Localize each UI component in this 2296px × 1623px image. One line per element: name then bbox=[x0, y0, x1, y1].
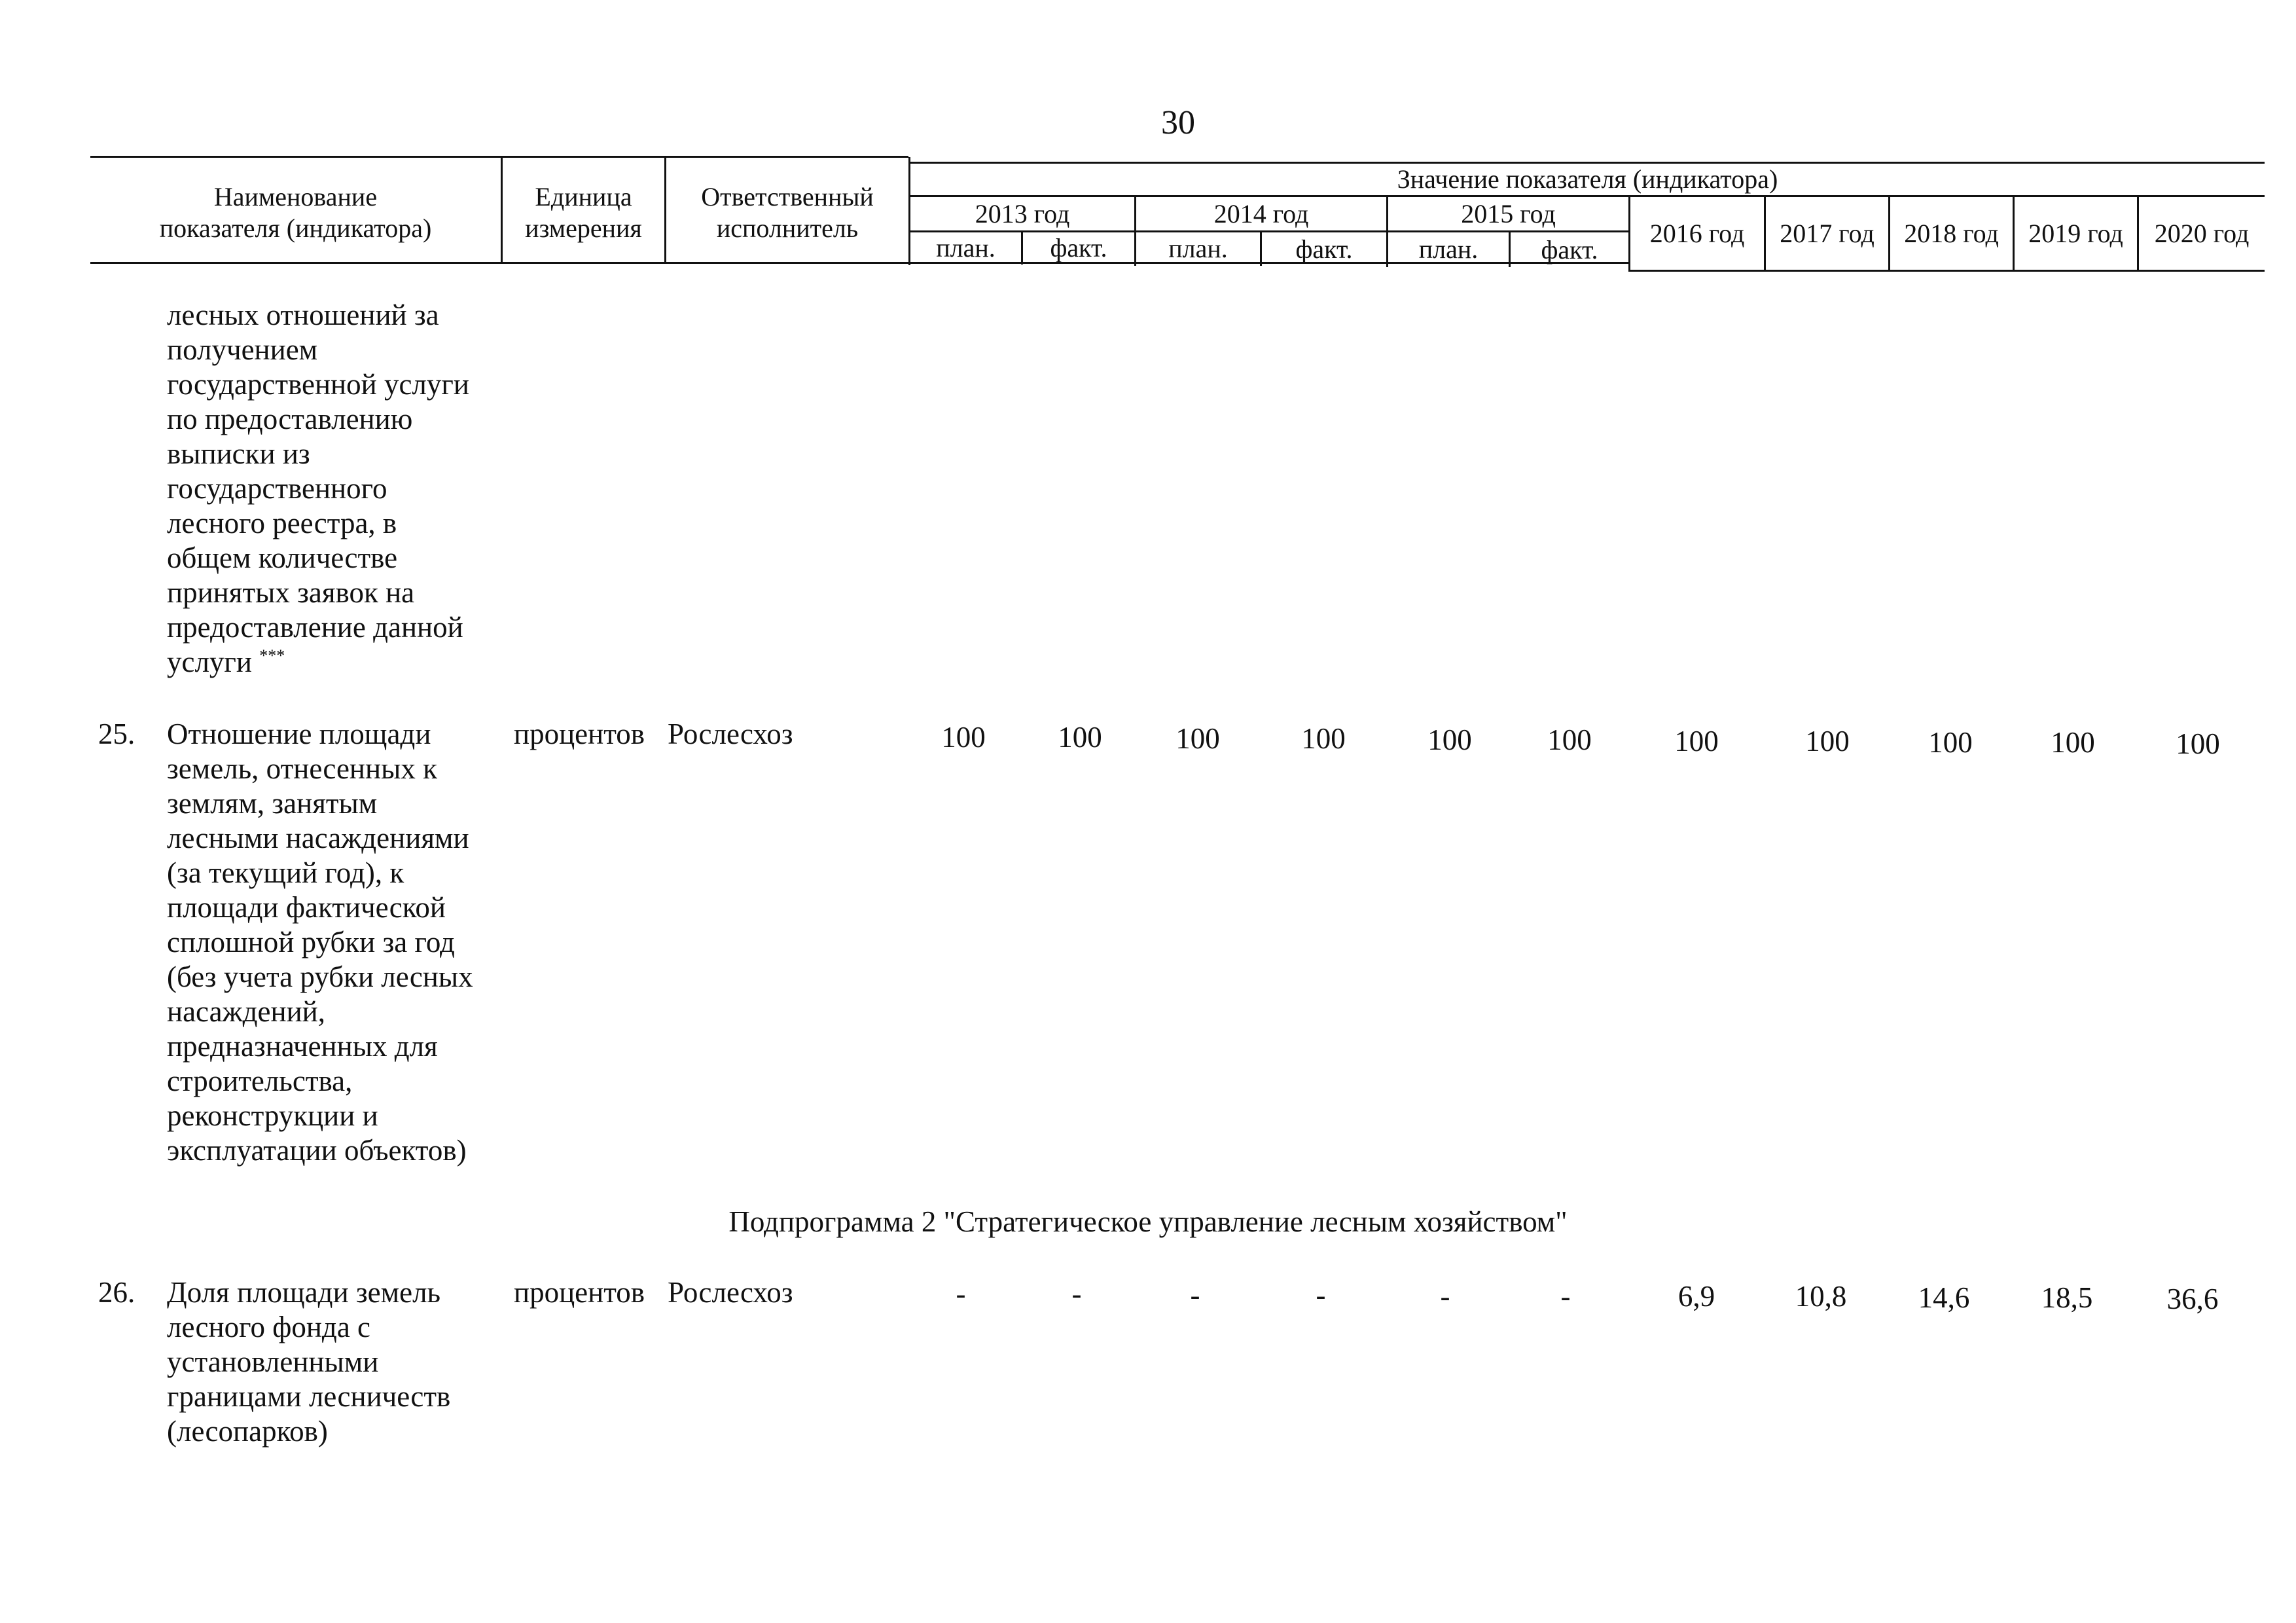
footnote-mark: *** bbox=[259, 646, 285, 665]
header-fact-2015: факт. bbox=[1541, 234, 1598, 264]
header-value-group: Значение показателя (индикатора) bbox=[1397, 164, 1778, 194]
value-2019: 100 bbox=[2051, 726, 2095, 759]
header-fact-2013: факт. bbox=[1050, 232, 1107, 263]
row-name: Отношение площади земель, отнесенных к землям, занятым лесными насаждениями (за текущий год), к площади фактической сплошной рубки за год (без учета рубки лесных насаждений, предназначенных для строительства, реконструкции и эксплуатации объектов) bbox=[167, 718, 473, 1167]
header-plan-2015: план. bbox=[1418, 234, 1479, 264]
row-executor: Рослесхоз bbox=[668, 718, 793, 750]
header-year-2017: 2017 год bbox=[1780, 218, 1874, 248]
row-name: Доля площади земель лесного фонда с установленными границами лесничеств (лесопарков) bbox=[167, 1276, 451, 1448]
value-2013-fact: - bbox=[1071, 1277, 1082, 1310]
header-year-2018: 2018 год bbox=[1904, 218, 1999, 248]
row-unit: процентов bbox=[514, 718, 645, 750]
value-2017: 10,8 bbox=[1795, 1280, 1847, 1313]
continuation-text: лесных отношений за получением государственной услуги по предоставлению выписки из государственного лесного реестра, в общем количестве принятых заявок на предоставление данной услуги bbox=[167, 299, 469, 678]
header-top-border bbox=[90, 156, 908, 158]
value-2018: 14,6 bbox=[1918, 1281, 1970, 1314]
value-2015-plan: - bbox=[1440, 1280, 1450, 1313]
value-2016: 6,9 bbox=[1677, 1280, 1715, 1313]
header-year-2015: 2015 год bbox=[1461, 198, 1556, 228]
header-name-column: Наименование показателя (индикатора) bbox=[159, 182, 432, 243]
subprogram-title: Подпрограмма 2 "Стратегическое управление лесным хозяйством" bbox=[728, 1205, 1568, 1238]
header-year-2013: 2013 год bbox=[975, 198, 1070, 228]
header-year-2020: 2020 год bbox=[2154, 218, 2250, 248]
row-number: 26. bbox=[98, 1276, 135, 1309]
header-year-2014: 2014 год bbox=[1213, 198, 1309, 228]
row-executor: Рослесхоз bbox=[668, 1276, 793, 1309]
page-number: 30 bbox=[1161, 104, 1195, 141]
value-2015-fact: - bbox=[1560, 1280, 1571, 1313]
value-2015-plan: 100 bbox=[1427, 723, 1472, 756]
value-2014-fact: - bbox=[1316, 1279, 1326, 1311]
value-2014-plan: - bbox=[1190, 1279, 1200, 1311]
header-executor-column: Ответственный исполнитель bbox=[701, 182, 874, 243]
value-2014-plan: 100 bbox=[1175, 722, 1220, 755]
header-unit-column: Единица измерения bbox=[525, 182, 642, 243]
value-2020: 100 bbox=[2176, 727, 2220, 760]
row-unit: процентов bbox=[514, 1276, 645, 1309]
header-year-2016: 2016 год bbox=[1649, 218, 1745, 248]
value-2018: 100 bbox=[1928, 726, 1973, 759]
value-2015-fact: 100 bbox=[1547, 723, 1592, 756]
value-2013-plan: - bbox=[956, 1277, 966, 1310]
value-2017: 100 bbox=[1805, 725, 1850, 757]
header-fact-2014: факт. bbox=[1295, 234, 1353, 264]
row-number: 25. bbox=[98, 718, 135, 750]
value-2016: 100 bbox=[1674, 725, 1719, 757]
header-year-2019: 2019 год bbox=[2028, 218, 2123, 248]
continuation-name bbox=[167, 298, 507, 680]
value-2014-fact: 100 bbox=[1301, 722, 1346, 755]
value-2013-plan: 100 bbox=[941, 721, 986, 754]
value-2020: 36,6 bbox=[2166, 1283, 2219, 1315]
header-bottom-border-right bbox=[1628, 270, 2265, 272]
header-plan-2014: план. bbox=[1168, 233, 1228, 263]
header-plan-2013: план. bbox=[936, 232, 996, 263]
value-2013-fact: 100 bbox=[1058, 721, 1102, 754]
value-2019: 18,5 bbox=[2041, 1281, 2093, 1314]
